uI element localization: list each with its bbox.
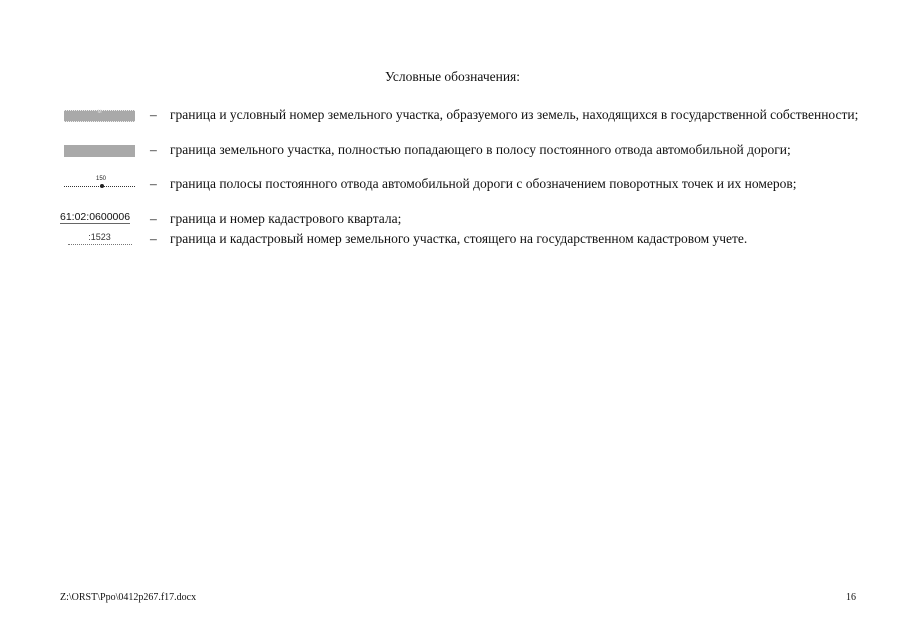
turning-point-marker xyxy=(100,184,104,188)
cadastral-quarter-number: 61:02:0600006 xyxy=(60,211,131,223)
cadastral-quarter-symbol xyxy=(60,211,135,226)
cadastral-parcel-number: :1523 xyxy=(88,232,111,242)
legend-text: граница полосы постоянного отвода автомобильной дороги с обозначением поворотных точек и их номеров; xyxy=(170,176,797,191)
dash: – xyxy=(150,107,157,122)
dotted-boundary-line xyxy=(68,244,132,245)
legend-text: граница земельного участка, полностью попадающего в полосу постоянного отвода автомобильной дороги; xyxy=(170,142,791,157)
gray-bar-symbol xyxy=(64,145,135,157)
legend-text: граница и кадастровый номер земельного участка, стоящего на государственном кадастровом учете. xyxy=(170,231,748,246)
dash: – xyxy=(150,231,157,246)
turning-point-number: 150 xyxy=(96,176,107,182)
symbol-label: м xyxy=(97,109,102,115)
legend-text: граница и номер кадастрового квартала; xyxy=(170,211,402,226)
dash: – xyxy=(150,176,157,191)
road-parcel-symbol xyxy=(64,143,135,157)
dash: – xyxy=(150,211,157,226)
state-land-parcel-symbol xyxy=(64,108,135,122)
dash: – xyxy=(150,142,157,157)
cadastral-parcel-symbol xyxy=(64,232,135,246)
legend-text: граница и условный номер земельного участка, образуемого из земель, находящихся в государственной собственности; xyxy=(170,107,859,122)
legend-title: Условные обозначения: xyxy=(384,69,521,84)
road-right-of-way-symbol xyxy=(64,177,135,191)
footer-page-number: 16 xyxy=(846,592,856,603)
footer-file-path: Z:\ORST\Ppo\0412p267.f17.docx xyxy=(60,592,197,603)
